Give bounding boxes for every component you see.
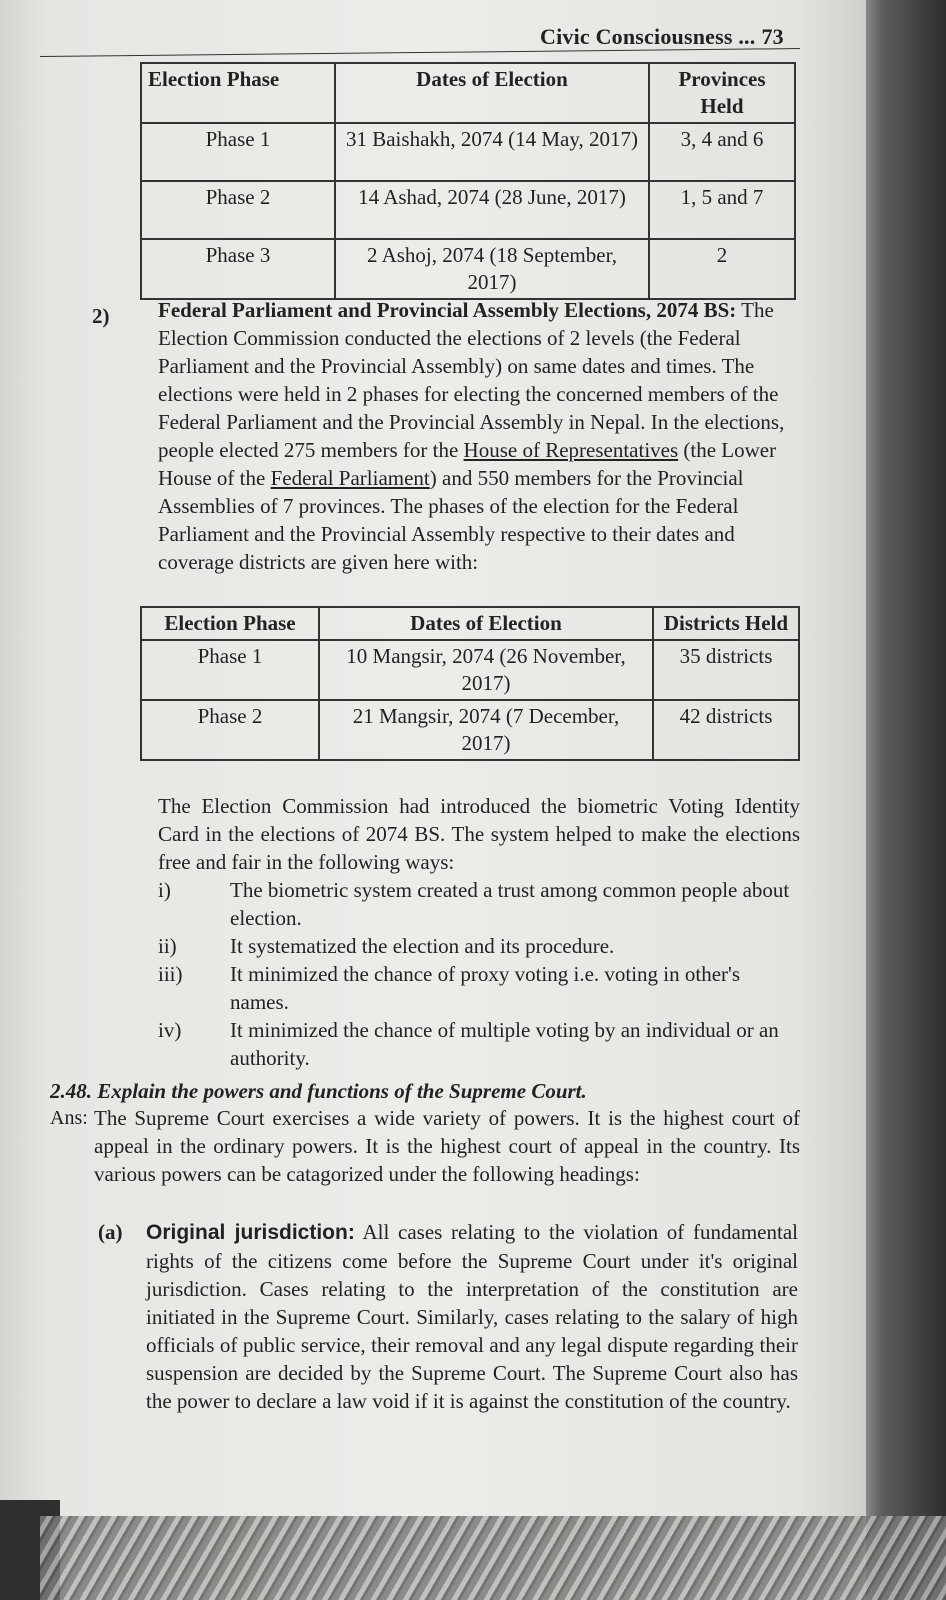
house-of-representatives-term: House of Representatives <box>463 438 679 462</box>
header-title: Civic Consciousness ... <box>540 24 756 49</box>
running-header <box>540 24 784 50</box>
list-marker: iv) <box>158 1018 182 1042</box>
t1-cell: 2 <box>649 239 795 299</box>
t1-cell: 31 Baishakh, 2074 (14 May, 2017) <box>335 123 649 181</box>
t1-cell: Phase 1 <box>141 123 335 181</box>
t1-header-dates: Dates of Election <box>335 63 649 123</box>
table-row <box>141 181 795 239</box>
subpoint-text: All cases relating to the violation of fundamental rights of the citizens come before the Supreme Court under it's original jurisdiction. Cases relating to the interpretation of the constitution are initiated in the Supreme Court. Similarly, cases relating to the salary of high officials of public service, their removal and any legal dispute regarding their suspension are decided by the Supreme Court. The Supreme Court also has the power to declare a law void if it is against the constitution of the country. <box>146 1220 798 1413</box>
list-text: The biometric system created a trust among common people about election. <box>230 878 790 930</box>
federal-parliament-term: Federal Parliament <box>270 466 430 490</box>
answer-label: Ans: <box>50 1107 88 1129</box>
t2-cell: 10 Mangsir, 2074 (26 November, 2017) <box>319 640 653 700</box>
t1-cell: Phase 2 <box>141 181 335 239</box>
t2-header-phase: Election Phase <box>141 607 319 640</box>
table-row <box>141 640 799 700</box>
t1-cell: 14 Ashad, 2074 (28 June, 2017) <box>335 181 649 239</box>
section-text-1: The Election Commission conducted the elections of 2 levels (the Federal Parliament and the Provincial Assembly) on same dates and times. The elections were held in 2 phases for electing the concerned members of the Federal Parliament and the Provincial Assembly in Nepal. In the elections, people elected 275 members for the <box>158 298 785 462</box>
t2-cell: Phase 2 <box>141 700 319 760</box>
t2-header-dates: Dates of Election <box>319 607 653 640</box>
list-text: It minimized the chance of multiple voting by an individual or an authority. <box>230 1018 779 1070</box>
t2-cell: 42 districts <box>653 700 799 760</box>
t1-cell: 1, 5 and 7 <box>649 181 795 239</box>
list-text: It minimized the chance of proxy voting i.e. voting in other's names. <box>230 962 740 1014</box>
biometric-intro: The Election Commission had introduced the biometric Voting Identity Card in the elections of 2074 BS. The system helped to make the elections free and fair in the following ways: <box>158 794 800 874</box>
table-row <box>141 700 799 760</box>
federal-elections-paragraph <box>158 296 798 576</box>
t1-cell: Phase 3 <box>141 239 335 299</box>
t2-cell: Phase 1 <box>141 640 319 700</box>
provincial-phase-table <box>140 62 796 300</box>
district-phase-table <box>140 606 800 761</box>
page-edge-shadow <box>866 0 946 1600</box>
question-number: 2.48. <box>50 1079 92 1103</box>
table-row <box>141 239 795 299</box>
page-number: 73 <box>761 24 784 49</box>
section-text-2: (the Lower House of the <box>158 438 777 490</box>
t1-header-phase: Election Phase <box>141 63 335 123</box>
answer-intro: The Supreme Court exercises a wide variety of powers. It is the highest court of appeal in the ordinary powers. It is the highest court of appeal in the country. Its various powers can be catagorized under the following headings: <box>94 1106 800 1186</box>
section-marker: 2) <box>92 304 110 328</box>
t1-cell: 2 Ashoj, 2074 (18 September, 2017) <box>335 239 649 299</box>
t2-cell: 21 Mangsir, 2074 (7 December, 2017) <box>319 700 653 760</box>
list-marker: iii) <box>158 962 183 986</box>
subpoint-title: Original jurisdiction: <box>146 1221 355 1244</box>
t1-cell: 3, 4 and 6 <box>649 123 795 181</box>
section-title: Federal Parliament and Provincial Assembly Elections, 2074 BS: <box>158 298 737 322</box>
original-jurisdiction-paragraph <box>146 1218 798 1415</box>
section-text-3: ) and 550 members for the Provincial Assemblies of 7 provinces. The phases of the election for the Federal Parliament and the Provincial Assembly respective to their dates and coverage districts are given here with: <box>158 466 744 574</box>
t1-header-provinces: Provinces Held <box>649 63 795 123</box>
table-row <box>141 123 795 181</box>
bottom-texture <box>40 1516 946 1600</box>
t2-cell: 35 districts <box>653 640 799 700</box>
t2-header-districts: Districts Held <box>653 607 799 640</box>
subpoint-marker: (a) <box>98 1220 123 1244</box>
list-marker: ii) <box>158 934 177 958</box>
list-marker: i) <box>158 878 171 902</box>
question <box>50 1077 587 1105</box>
question-text: Explain the powers and functions of the Supreme Court. <box>97 1079 587 1103</box>
list-text: It systematized the election and its procedure. <box>230 934 615 958</box>
